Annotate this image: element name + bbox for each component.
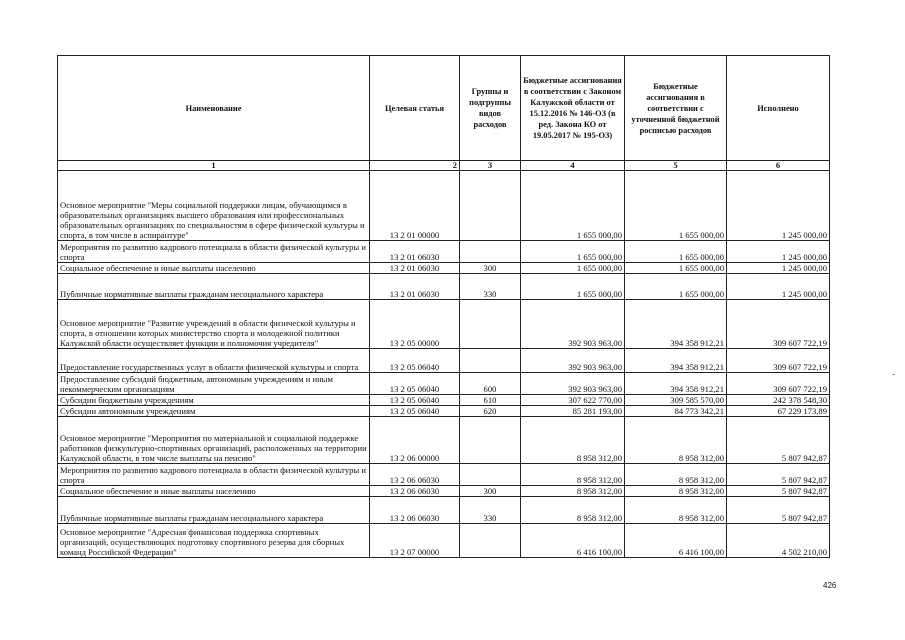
- row-expense-group: [460, 417, 521, 464]
- row-name: Мероприятия по развитию кадрового потенциала в области физической культуры и спорта: [58, 464, 370, 486]
- header-name: Наименование: [58, 56, 370, 161]
- header-target-article: Целевая статья: [370, 56, 460, 161]
- column-number-row: [58, 161, 830, 171]
- row-target-code: 13 2 01 00000: [370, 171, 460, 241]
- row-target-code: 13 2 06 00000: [370, 417, 460, 464]
- table-row: [58, 486, 830, 497]
- row-target-code: 13 2 06 06030: [370, 464, 460, 486]
- column-number: 2: [370, 161, 460, 171]
- row-expense-group: 600: [460, 373, 521, 395]
- row-name: Основное мероприятие "Адресная финансовая поддержка спортивных организаций, осуществляющих подготовку спортивного резерва для сборных команд Российской Федерации": [58, 524, 370, 558]
- table-row: [58, 497, 830, 524]
- table-row: [58, 406, 830, 417]
- page-number: 426: [823, 581, 837, 590]
- row-expense-group: [460, 349, 521, 373]
- row-law-amount: 392 903 963,00: [521, 300, 625, 349]
- row-executed-amount: 5 807 942,87: [727, 497, 830, 524]
- row-law-amount: 1 655 000,00: [521, 274, 625, 300]
- row-refined-amount: 8 958 312,00: [625, 497, 727, 524]
- row-name: Основное мероприятие "Мероприятия по материальной и социальной поддержке работников физкультурно-спортивных организаций, расположенных на территории Калужской области, в том числе выплаты на пенсию": [58, 417, 370, 464]
- table-row: [58, 524, 830, 558]
- row-executed-amount: 1 245 000,00: [727, 171, 830, 241]
- row-executed-amount: 242 378 548,30: [727, 395, 830, 406]
- row-refined-amount: 309 585 570,00: [625, 395, 727, 406]
- table-row: [58, 241, 830, 263]
- column-number: 4: [521, 161, 625, 171]
- row-target-code: 13 2 05 06040: [370, 349, 460, 373]
- row-expense-group: 330: [460, 497, 521, 524]
- row-refined-amount: 8 958 312,00: [625, 417, 727, 464]
- row-expense-group: [460, 524, 521, 558]
- row-refined-amount: 394 358 912,21: [625, 373, 727, 395]
- row-executed-amount: 1 245 000,00: [727, 241, 830, 263]
- row-law-amount: 1 655 000,00: [521, 171, 625, 241]
- row-refined-amount: 1 655 000,00: [625, 274, 727, 300]
- row-law-amount: 8 958 312,00: [521, 497, 625, 524]
- table-row: [58, 171, 830, 241]
- row-law-amount: 392 903 963,00: [521, 373, 625, 395]
- column-number: 1: [58, 161, 370, 171]
- row-expense-group: 300: [460, 486, 521, 497]
- row-target-code: 13 2 07 00000: [370, 524, 460, 558]
- row-name: Предоставление государственных услуг в области физической культуры и спорта: [58, 349, 370, 373]
- row-law-amount: 1 655 000,00: [521, 241, 625, 263]
- table-row: [58, 274, 830, 300]
- row-executed-amount: 1 245 000,00: [727, 274, 830, 300]
- scan-mark: [892, 374, 895, 375]
- column-number: 3: [460, 161, 521, 171]
- column-number: 5: [625, 161, 727, 171]
- row-refined-amount: 394 358 912,21: [625, 300, 727, 349]
- row-law-amount: 8 958 312,00: [521, 417, 625, 464]
- row-target-code: 13 2 05 00000: [370, 300, 460, 349]
- table-row: [58, 300, 830, 349]
- row-law-amount: 392 903 963,00: [521, 349, 625, 373]
- row-name: Социальное обеспечение и иные выплаты населению: [58, 486, 370, 497]
- row-expense-group: [460, 241, 521, 263]
- table-row: [58, 464, 830, 486]
- row-law-amount: 6 416 100,00: [521, 524, 625, 558]
- header-executed: Исполнено: [727, 56, 830, 161]
- row-refined-amount: 1 655 000,00: [625, 171, 727, 241]
- row-name: Предоставление субсидий бюджетным, автономным учреждениям и иным некоммерческим организациям: [58, 373, 370, 395]
- table-row: [58, 395, 830, 406]
- row-executed-amount: 1 245 000,00: [727, 263, 830, 274]
- row-law-amount: 1 655 000,00: [521, 263, 625, 274]
- row-expense-group: [460, 464, 521, 486]
- header-refined-appropriations: Бюджетные ассигнования в соответствии с уточненной бюджетной росписью расходов: [625, 56, 727, 161]
- header-row: [58, 56, 830, 161]
- table-row: [58, 373, 830, 395]
- row-refined-amount: 6 416 100,00: [625, 524, 727, 558]
- row-executed-amount: 5 807 942,87: [727, 417, 830, 464]
- row-target-code: 13 2 05 06040: [370, 406, 460, 417]
- row-expense-group: 330: [460, 274, 521, 300]
- row-expense-group: 620: [460, 406, 521, 417]
- row-refined-amount: 8 958 312,00: [625, 486, 727, 497]
- row-executed-amount: 4 502 210,00: [727, 524, 830, 558]
- header-law-appropriations: Бюджетные ассигнования в соответствии с Законом Калужской области от 15.12.2016 № 146-ОЗ (в ред. Закона КО от 19.05.2017 № 195-ОЗ): [521, 56, 625, 161]
- row-law-amount: 307 622 770,00: [521, 395, 625, 406]
- row-name: Мероприятия по развитию кадрового потенциала в области физической культуры и спорта: [58, 241, 370, 263]
- row-refined-amount: 8 958 312,00: [625, 464, 727, 486]
- row-law-amount: 8 958 312,00: [521, 486, 625, 497]
- row-name: Субсидии бюджетным учреждениям: [58, 395, 370, 406]
- row-target-code: 13 2 06 06030: [370, 486, 460, 497]
- row-refined-amount: 1 655 000,00: [625, 241, 727, 263]
- column-number: 6: [727, 161, 830, 171]
- budget-table-sheet: [57, 55, 829, 558]
- row-target-code: 13 2 05 06040: [370, 395, 460, 406]
- row-target-code: 13 2 01 06030: [370, 274, 460, 300]
- row-name: Социальное обеспечение и иные выплаты населению: [58, 263, 370, 274]
- row-expense-group: 300: [460, 263, 521, 274]
- row-expense-group: [460, 171, 521, 241]
- budget-table: [57, 55, 830, 558]
- row-target-code: 13 2 06 06030: [370, 497, 460, 524]
- row-name: Субсидии автономным учреждениям: [58, 406, 370, 417]
- row-law-amount: 8 958 312,00: [521, 464, 625, 486]
- row-refined-amount: 394 358 912,21: [625, 349, 727, 373]
- row-target-code: 13 2 05 06040: [370, 373, 460, 395]
- row-name: Основное мероприятие "Меры социальной поддержки лицам, обучающимся в образовательных организациях высшего образования или профессиональных образовательных организациях по специальностям в сфере физической культуры и спорта, в том числе в аспирантуре": [58, 171, 370, 241]
- row-executed-amount: 5 807 942,87: [727, 486, 830, 497]
- row-executed-amount: 309 607 722,19: [727, 373, 830, 395]
- row-target-code: 13 2 01 06030: [370, 263, 460, 274]
- row-law-amount: 85 281 193,00: [521, 406, 625, 417]
- table-row: [58, 417, 830, 464]
- row-name: Основное мероприятие "Развитие учреждений в области физической культуры и спорта, в отношении которых министерство спорта и молодежной политики Калужской области осуществляет функции и полномочия учредителя": [58, 300, 370, 349]
- row-expense-group: [460, 300, 521, 349]
- row-executed-amount: 5 807 942,87: [727, 464, 830, 486]
- row-expense-group: 610: [460, 395, 521, 406]
- header-expense-groups: Группы и подгруппы видов расходов: [460, 56, 521, 161]
- row-refined-amount: 1 655 000,00: [625, 263, 727, 274]
- row-name: Публичные нормативные выплаты гражданам несоциального характера: [58, 274, 370, 300]
- row-name: Публичные нормативные выплаты гражданам несоциального характера: [58, 497, 370, 524]
- row-executed-amount: 67 229 173,89: [727, 406, 830, 417]
- row-executed-amount: 309 607 722,19: [727, 349, 830, 373]
- table-row: [58, 349, 830, 373]
- row-target-code: 13 2 01 06030: [370, 241, 460, 263]
- table-row: [58, 263, 830, 274]
- row-executed-amount: 309 607 722,19: [727, 300, 830, 349]
- row-refined-amount: 84 773 342,21: [625, 406, 727, 417]
